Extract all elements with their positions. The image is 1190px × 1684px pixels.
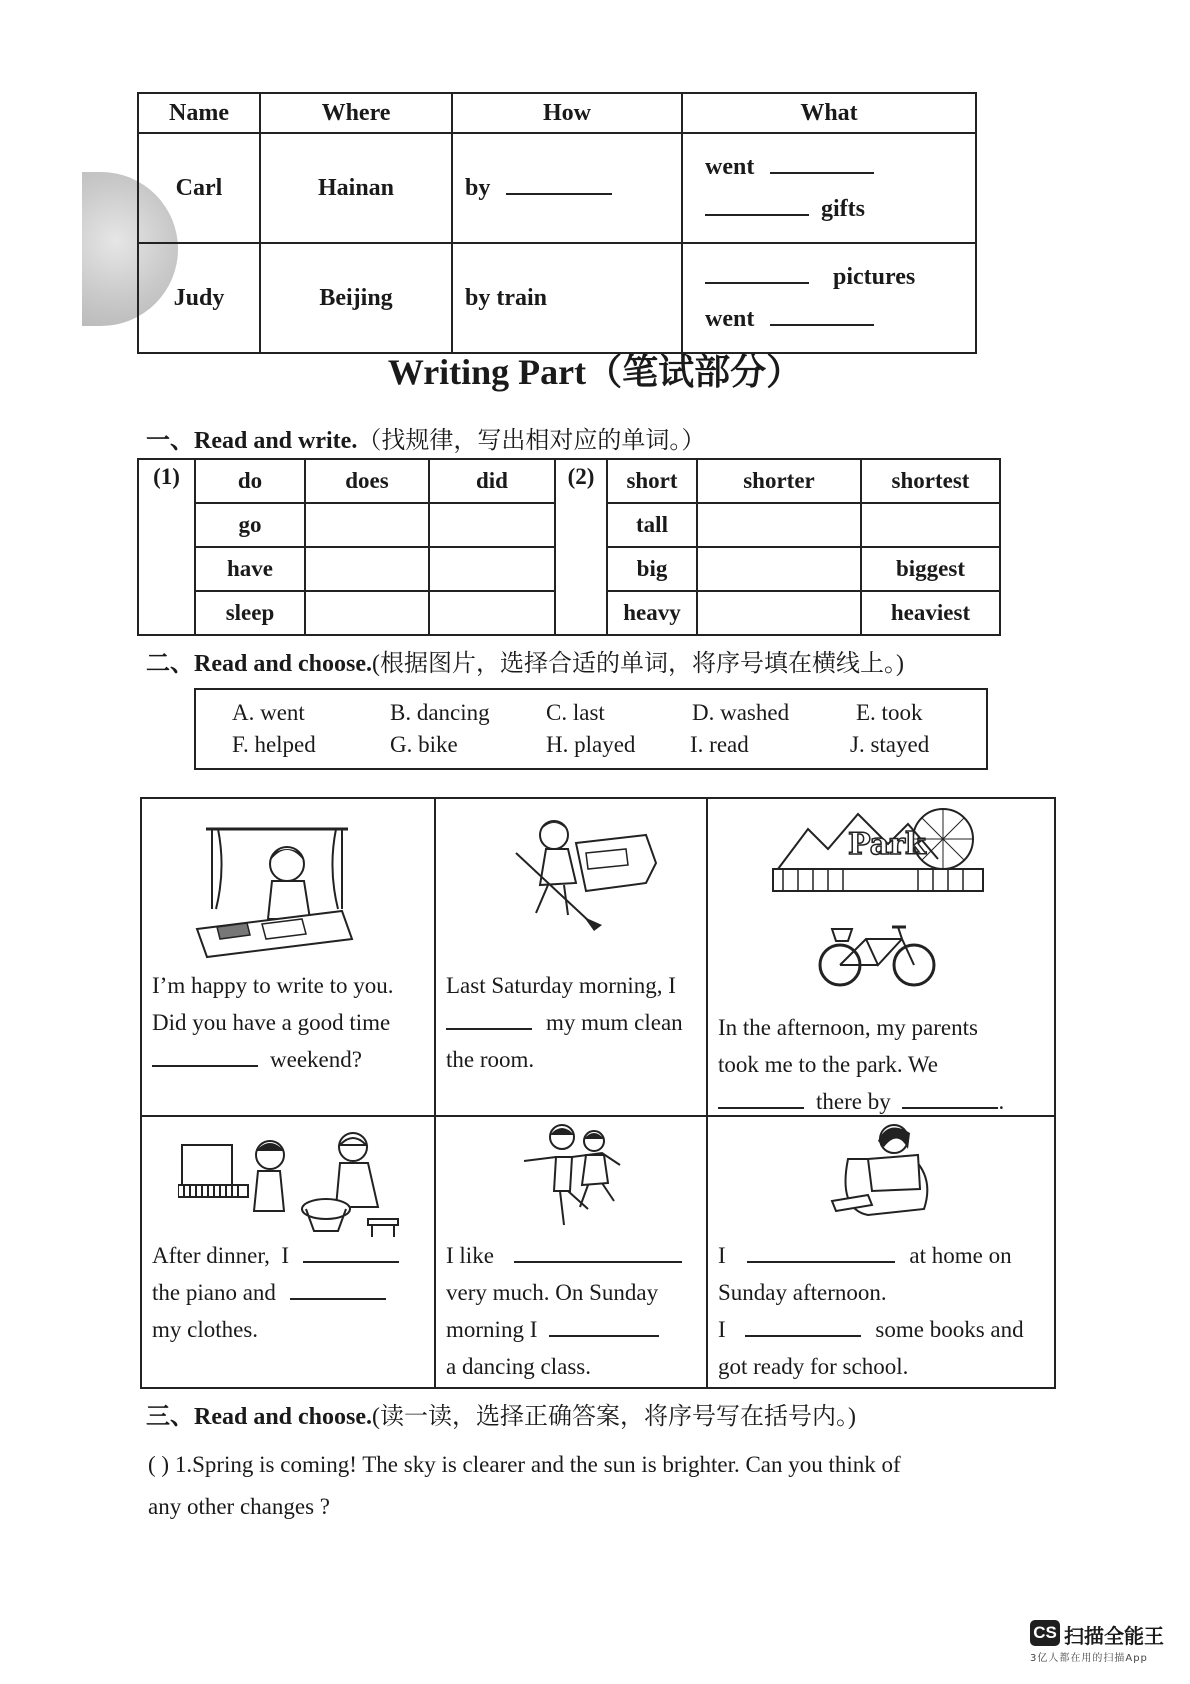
table-row [138, 243, 976, 353]
table-cell: heaviest [861, 591, 1000, 635]
header-where: Where [260, 93, 452, 133]
park-illustration [768, 799, 988, 899]
text-line: I [281, 1243, 290, 1268]
info-table [137, 92, 977, 354]
table-cell: shorter [697, 459, 861, 503]
what-word: gifts [821, 196, 865, 222]
question-text: 1.Spring is coming! The sky is clearer and the sun is brighter. Can you think of [174, 1452, 901, 1477]
text-line: my mum clean [546, 1010, 683, 1035]
read-write-table [137, 458, 1001, 636]
picture-text [718, 1237, 1048, 1385]
section-title: 三、Read and choose. [146, 1404, 373, 1430]
text-line: I like [446, 1243, 494, 1268]
section-note: (根据图片，选择合适的单词，将序号填在横线上。) [372, 651, 905, 677]
word-option: C. last [546, 700, 605, 725]
table-cell: short [607, 459, 697, 503]
cs-logo-icon: CS [1030, 1620, 1060, 1646]
header-what: What [682, 93, 976, 133]
picture-text [446, 1237, 704, 1385]
answer-blank[interactable] [514, 1261, 682, 1263]
word-option: A. went [232, 700, 305, 725]
text-line: got ready for school. [718, 1354, 909, 1379]
text-line: I’m happy to write to you. [152, 973, 394, 998]
answer-cell[interactable] [861, 503, 1000, 547]
table-cell: big [607, 547, 697, 591]
answer-cell[interactable] [697, 547, 861, 591]
watermark-name: 扫描全能王 [1064, 1624, 1164, 1648]
answer-cell[interactable] [697, 591, 861, 635]
picture-cell-6 [708, 1117, 1054, 1387]
answer-cell[interactable] [697, 503, 861, 547]
text-line: the piano and [152, 1280, 276, 1305]
text-line: morning I [446, 1317, 538, 1342]
what-word: went [705, 306, 755, 332]
text-line: very much. On Sunday [446, 1280, 659, 1305]
text-line: there by [816, 1089, 891, 1114]
picture-text [446, 967, 704, 1078]
answer-blank[interactable] [747, 1261, 895, 1263]
text-line: my clothes. [152, 1317, 259, 1342]
how-prefix: by [465, 174, 491, 201]
girl-reading-illustration [828, 1119, 938, 1219]
piano-washing-illustration [178, 1127, 408, 1247]
picture-cell-2 [436, 799, 708, 1117]
text-line: I [718, 1243, 726, 1268]
what-word: pictures [833, 264, 916, 290]
section-heading-3 [146, 1396, 856, 1431]
cell-where-hainan: Hainan [260, 133, 452, 243]
answer-parentheses[interactable]: ( ) [148, 1452, 170, 1477]
cell-what-carl [682, 133, 976, 243]
cell-what-judy [682, 243, 976, 353]
answer-blank[interactable] [549, 1335, 659, 1337]
picture-cell-4 [142, 1117, 436, 1387]
text-line: some books and [875, 1317, 1024, 1342]
text-line: weekend? [270, 1047, 362, 1072]
answer-blank[interactable] [152, 1065, 258, 1067]
text-line: In the afternoon, my parents [718, 1015, 978, 1040]
cell-where-beijing: Beijing [260, 243, 452, 353]
answer-blank[interactable] [745, 1335, 861, 1337]
text-line: Sunday afternoon. [718, 1280, 887, 1305]
section-note: （找规律，写出相对应的单词。） [357, 428, 706, 454]
answer-cell[interactable] [429, 547, 555, 591]
table-cell: tall [607, 503, 697, 547]
text-line: After dinner, [152, 1243, 270, 1268]
answer-cell[interactable] [429, 591, 555, 635]
answer-cell[interactable] [305, 547, 429, 591]
watermark-subtitle: 3亿人都在用的扫描App [1030, 1653, 1148, 1664]
table-cell: shortest [861, 459, 1000, 503]
question-1 [148, 1444, 1048, 1528]
answer-blank[interactable] [290, 1298, 386, 1300]
answer-cell[interactable] [429, 503, 555, 547]
answer-blank[interactable] [718, 1107, 804, 1109]
word-bank [194, 688, 988, 770]
text-line: Did you have a good time [152, 1010, 391, 1035]
dancing-girls-illustration [522, 1121, 632, 1231]
word-option: I. read [690, 732, 749, 757]
text-line: the room. [446, 1047, 535, 1072]
word-option: F. helped [232, 732, 316, 757]
table-cell: biggest [861, 547, 1000, 591]
text-line: a dancing class. [446, 1354, 591, 1379]
section-title: 二、Read and choose. [146, 651, 373, 677]
cell-how-carl [452, 133, 682, 243]
answer-blank[interactable] [902, 1107, 998, 1109]
item-number: (1) [138, 459, 195, 635]
item-number: (2) [555, 459, 607, 635]
cell-name-judy: Judy [138, 243, 260, 353]
answer-blank[interactable] [506, 193, 612, 195]
picture-cell-5 [436, 1117, 708, 1387]
what-word: went [705, 154, 755, 180]
page-title: Writing Part（笔试部分） [387, 352, 803, 392]
word-option: D. washed [692, 700, 790, 725]
answer-blank[interactable] [770, 324, 874, 326]
cell-name-carl: Carl [138, 133, 260, 243]
section-note: (读一读，选择正确答案，将序号写在括号内。) [372, 1404, 857, 1430]
picture-text [718, 1009, 1048, 1120]
table-cell: heavy [607, 591, 697, 635]
question-text: any other changes ? [148, 1494, 331, 1519]
text-line: I [718, 1317, 726, 1342]
word-option: H. played [546, 732, 636, 757]
word-option: J. stayed [850, 732, 930, 757]
answer-cell[interactable] [305, 503, 429, 547]
girl-writing-illustration [192, 819, 362, 959]
table-row [138, 133, 976, 243]
answer-blank[interactable] [303, 1261, 399, 1263]
table-cell: did [429, 459, 555, 503]
text-line: at home on [909, 1243, 1012, 1268]
picture-cell-1 [142, 799, 436, 1117]
header-name: Name [138, 93, 260, 133]
text-line: . [998, 1089, 1005, 1114]
table-cell: sleep [195, 591, 305, 635]
answer-blank[interactable] [705, 282, 809, 284]
bike-illustration [818, 919, 938, 989]
scanner-watermark [1030, 1620, 1164, 1664]
picture-text [152, 1237, 432, 1348]
word-option: B. dancing [390, 700, 490, 725]
answer-blank[interactable] [705, 214, 809, 216]
cell-how-judy: by train [452, 243, 682, 353]
table-cell: go [195, 503, 305, 547]
picture-grid [140, 797, 1056, 1389]
info-table-header [138, 93, 976, 133]
table-cell: does [305, 459, 429, 503]
girl-mopping-illustration [476, 813, 666, 933]
section-title: 一、Read and write. [146, 428, 358, 454]
answer-blank[interactable] [446, 1028, 532, 1030]
picture-cell-3 [708, 799, 1054, 1117]
table-cell: have [195, 547, 305, 591]
text-line: took me to the park. We [718, 1052, 939, 1077]
text-line: Last Saturday morning, I [446, 973, 676, 998]
word-option: E. took [856, 700, 923, 725]
section-heading-1 [146, 420, 705, 455]
picture-text [152, 967, 432, 1078]
answer-cell[interactable] [305, 591, 429, 635]
header-how: How [452, 93, 682, 133]
answer-blank[interactable] [770, 172, 874, 174]
word-option: G. bike [390, 732, 458, 757]
section-heading-2 [146, 643, 904, 678]
park-sign: Park [848, 827, 926, 862]
table-cell: do [195, 459, 305, 503]
